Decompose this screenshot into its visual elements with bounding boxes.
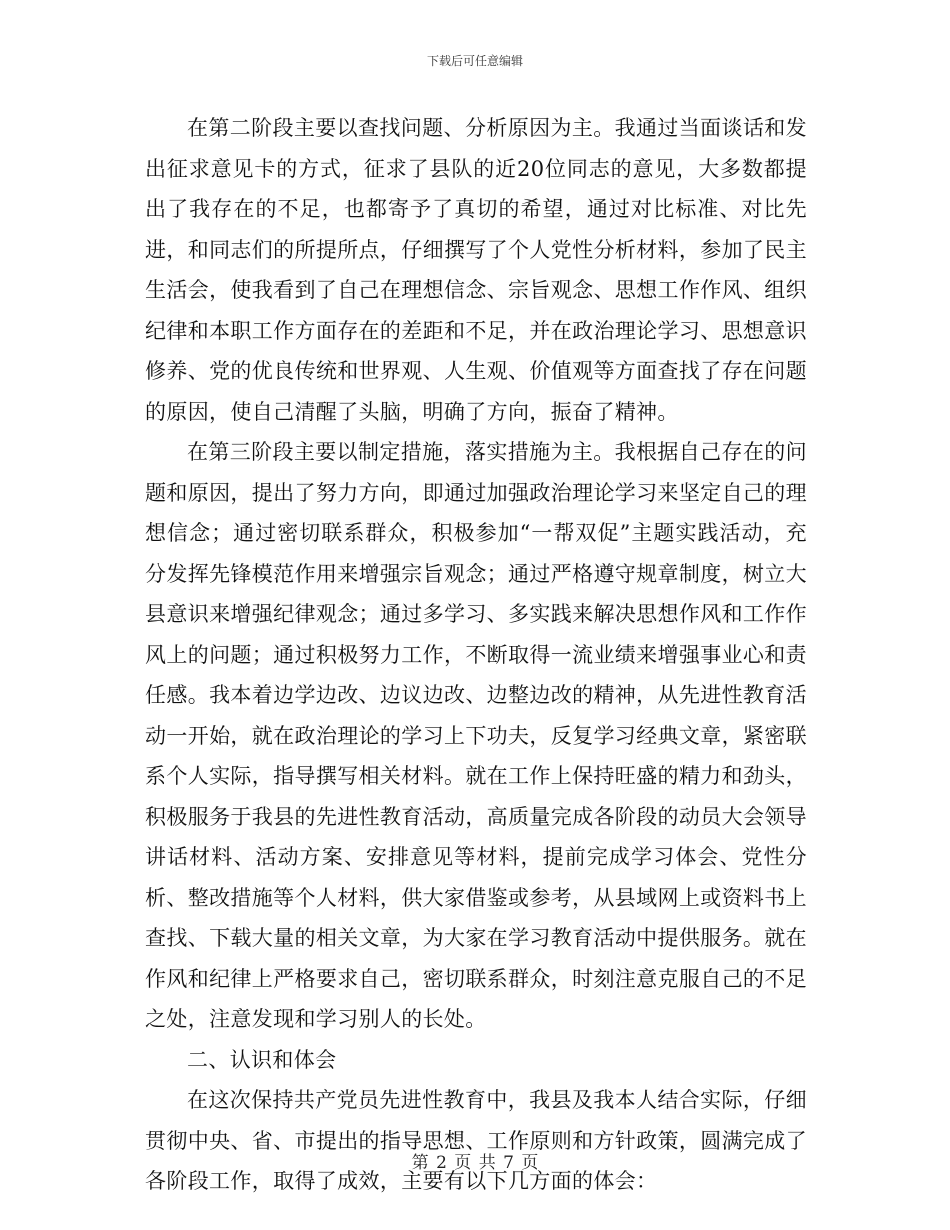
page-number-footer: 第 2 页 共 7 页 bbox=[411, 1153, 539, 1173]
paragraph-stage-two: 在第二阶段主要以查找问题、分析原因为主。我通过当面谈话和发出征求意见卡的方式，征求了县队的近20位同志的意见，大多数都提出了我存在的不足，也都寄予了真切的希望，通过对比标准、对比先进，和同志们的所提所点，仔细撰写了个人党性分析材料，参加了民主生活会，使我看到了自己在理想信念、宗旨观念、思想工作作风、组织纪律和本职工作方面存在的差距和不足，并在政治理论学习、思想意识修养、党的优良传统和世界观、人生观、价值观等方面查找了存在问题的原因，使自己清醒了头脑，明确了方向，振奋了精神。 bbox=[145, 116, 807, 424]
paragraph-stage-three: 在第三阶段主要以制定措施，落实措施为主。我根据自己存在的问题和原因，提出了努力方向，即通过加强政治理论学习来坚定自己的理想信念；通过密切联系群众，积极参加“一帮双促”主题实践活动，充分发挥先锋模范作用来增强宗旨观念；通过严格遵守规章制度，树立大县意识来增强纪律观念；通过多学习、多实践来解决思想作风和工作作风上的问题；通过积极努力工作，不断取得一流业绩来增强事业心和责任感。我本着边学边改、边议边改、边整边改的精神，从先进性教育活动一开始，就在政治理论的学习上下功夫，反复学习经典文章，紧密联系个人实际，指导撰写相关材料。就在工作上保持旺盛的精力和劲头，积极服务于我县的先进性教育活动，高质量完成各阶段的动员大会领导讲话材料、活动方案、安排意见等材料，提前完成学习体会、党性分析、整改措施等个人材料，供大家借鉴或参考，从县域网上或资料书上查找、下载大量的相关文章，为大家在学习教育活动中提供服务。就在作风和纪律上严格要求自己，密切联系群众，时刻注意克服自己的不足之处，注意发现和学习别人的长处。 bbox=[145, 440, 807, 1031]
paragraph-experience-intro: 在这次保持共产党员先进性教育中，我县及我本人结合实际，仔细贯彻中央、省、市提出的指导思想、工作原则和方针政策，圆满完成了各阶段工作，取得了成效，主要有以下几方面的体会： bbox=[145, 1088, 807, 1193]
document-body bbox=[145, 108, 807, 1202]
section-heading-understanding: 二、认识和体会 bbox=[187, 1047, 337, 1072]
page-header: 下载后可任意编辑 bbox=[426, 54, 523, 68]
